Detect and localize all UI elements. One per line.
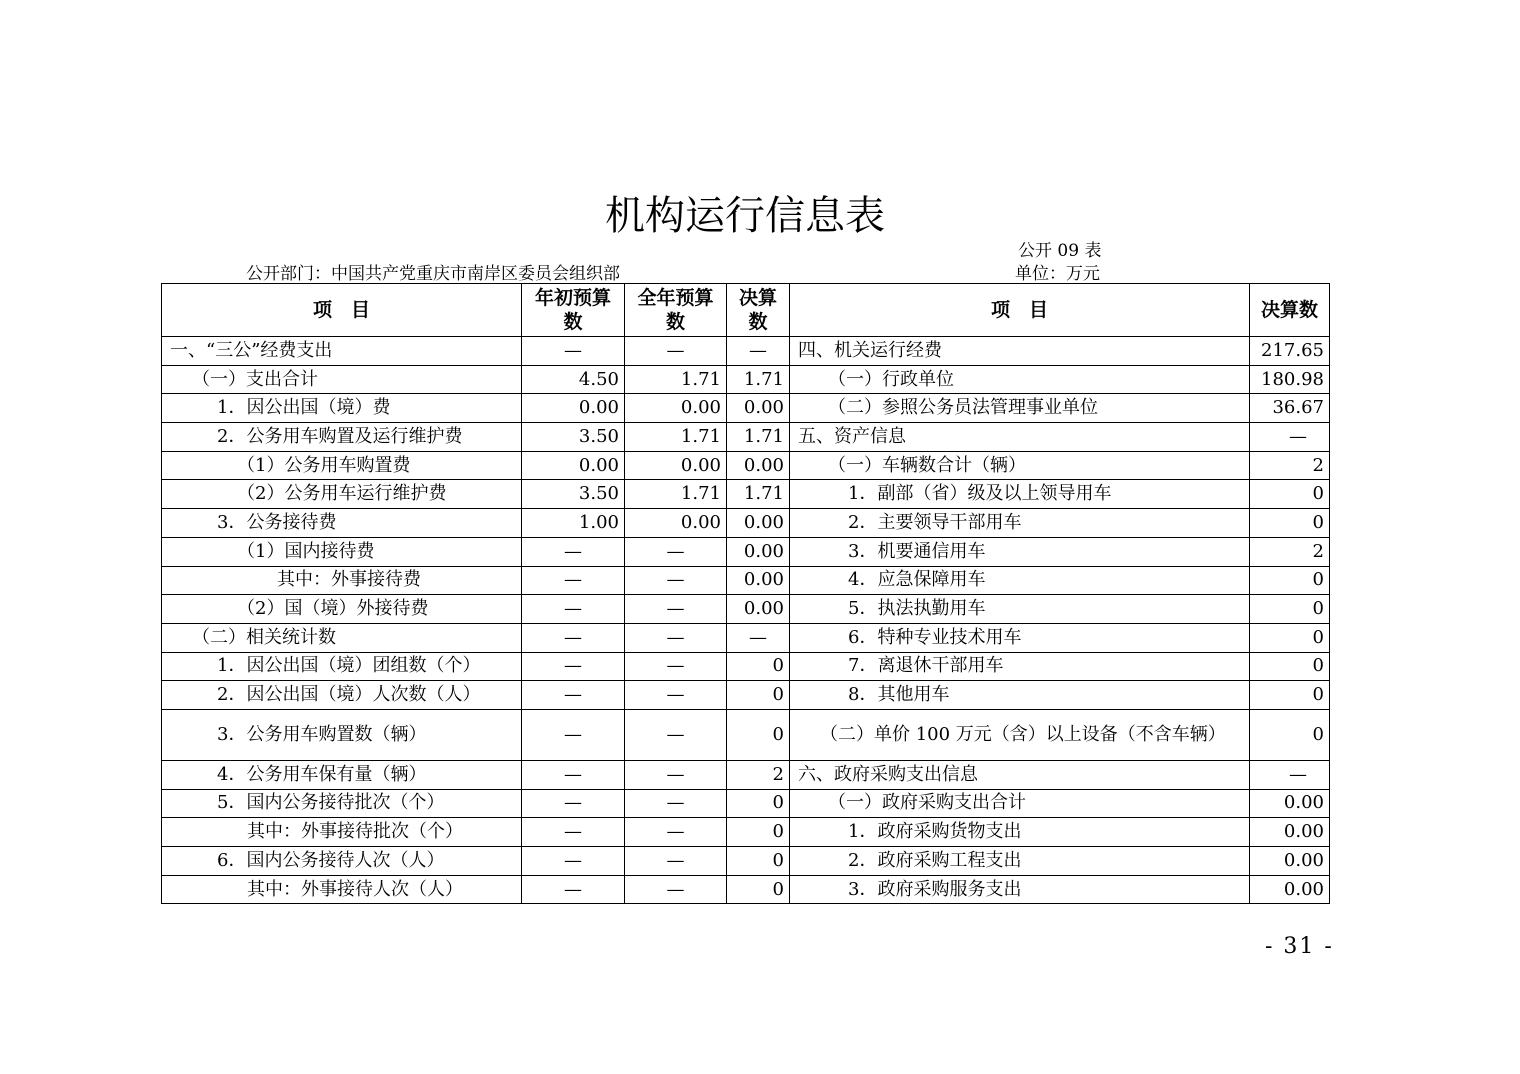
row-budget-initial: 1.00 <box>522 509 625 538</box>
row-budget-initial: — <box>522 875 625 904</box>
row-final-left: 0 <box>727 652 790 681</box>
row-final-left: 1.71 <box>727 365 790 394</box>
unit-label: 单位：万元 <box>1015 264 1100 284</box>
row-final-right: 0 <box>1250 566 1330 595</box>
row-budget-initial: — <box>522 595 625 624</box>
row-budget-initial: 3.50 <box>522 423 625 452</box>
row-final-right: 0 <box>1250 709 1330 760</box>
row-item-right: 1．政府采购货物支出 <box>790 818 1250 847</box>
table-row <box>162 847 1330 876</box>
row-final-left: 0 <box>727 709 790 760</box>
row-item-left: 2．公务用车购置及运行维护费 <box>162 423 522 452</box>
row-item-right: 8．其他用车 <box>790 681 1250 710</box>
row-final-right: 0 <box>1250 652 1330 681</box>
row-item-right: 2．主要领导干部用车 <box>790 509 1250 538</box>
row-item-right: 3．政府采购服务支出 <box>790 875 1250 904</box>
row-budget-initial: — <box>522 652 625 681</box>
row-budget-full: — <box>625 875 727 904</box>
row-final-right: 0.00 <box>1250 875 1330 904</box>
row-item-left: （2）公务用车运行维护费 <box>162 480 522 509</box>
row-final-left: 0 <box>727 818 790 847</box>
header-item-right: 项 目 <box>790 284 1250 337</box>
row-item-right: （一）行政单位 <box>790 365 1250 394</box>
row-budget-full: — <box>625 337 727 366</box>
table-header-row <box>162 284 1330 337</box>
row-budget-full: — <box>625 537 727 566</box>
table-row <box>162 365 1330 394</box>
row-final-right: 0 <box>1250 509 1330 538</box>
row-item-right: 五、资产信息 <box>790 423 1250 452</box>
row-final-left: — <box>727 623 790 652</box>
row-budget-initial: — <box>522 818 625 847</box>
header-final-left: 决算数 <box>727 284 790 337</box>
row-budget-initial: — <box>522 623 625 652</box>
row-item-left: 3．公务接待费 <box>162 509 522 538</box>
table-row <box>162 623 1330 652</box>
row-budget-initial: — <box>522 847 625 876</box>
row-final-left: 0 <box>727 875 790 904</box>
row-budget-full: 0.00 <box>625 451 727 480</box>
row-final-right: 2 <box>1250 537 1330 566</box>
row-budget-initial: — <box>522 789 625 818</box>
row-item-left: 3．公务用车购置数（辆） <box>162 709 522 760</box>
table-row <box>162 509 1330 538</box>
row-final-right: 2 <box>1250 451 1330 480</box>
row-item-left: 其中：外事接待费 <box>162 566 522 595</box>
row-final-left: 0.00 <box>727 451 790 480</box>
row-final-right: 0 <box>1250 595 1330 624</box>
row-final-right: 36.67 <box>1250 394 1330 423</box>
row-final-left: 0.00 <box>727 537 790 566</box>
row-budget-full: — <box>625 681 727 710</box>
page-number: - 31 - <box>1265 934 1334 959</box>
row-item-right: （二）参照公务员法管理事业单位 <box>790 394 1250 423</box>
row-final-right: 0 <box>1250 480 1330 509</box>
header-budget-initial: 年初预算数 <box>522 284 625 337</box>
row-item-left: 其中：外事接待人次（人） <box>162 875 522 904</box>
row-final-left: 2 <box>727 760 790 789</box>
row-item-right: （一）政府采购支出合计 <box>790 789 1250 818</box>
table-row <box>162 875 1330 904</box>
row-budget-initial: — <box>522 337 625 366</box>
row-budget-initial: 0.00 <box>522 451 625 480</box>
table-row <box>162 337 1330 366</box>
row-final-left: 0.00 <box>727 394 790 423</box>
table-row <box>162 480 1330 509</box>
row-item-left: （2）国（境）外接待费 <box>162 595 522 624</box>
row-final-right: 0.00 <box>1250 847 1330 876</box>
row-budget-full: — <box>625 623 727 652</box>
row-item-left: 其中：外事接待批次（个） <box>162 818 522 847</box>
row-final-left: 1.71 <box>727 480 790 509</box>
row-budget-initial: 3.50 <box>522 480 625 509</box>
row-item-left: （一）支出合计 <box>162 365 522 394</box>
row-budget-initial: 4.50 <box>522 365 625 394</box>
row-final-right: 0 <box>1250 623 1330 652</box>
row-item-left: 6．国内公务接待人次（人） <box>162 847 522 876</box>
row-item-left: （1）国内接待费 <box>162 537 522 566</box>
info-table <box>161 283 1330 904</box>
row-item-left: 4．公务用车保有量（辆） <box>162 760 522 789</box>
row-final-right: 0.00 <box>1250 789 1330 818</box>
row-item-right: 5．执法执勤用车 <box>790 595 1250 624</box>
row-item-right: （一）车辆数合计（辆） <box>790 451 1250 480</box>
row-budget-full: — <box>625 566 727 595</box>
row-final-left: 0.00 <box>727 509 790 538</box>
row-final-right: — <box>1250 760 1330 789</box>
row-final-left: 0 <box>727 847 790 876</box>
table-row <box>162 537 1330 566</box>
table-row <box>162 652 1330 681</box>
table-row <box>162 566 1330 595</box>
row-budget-full: — <box>625 760 727 789</box>
table-row <box>162 451 1330 480</box>
row-budget-full: — <box>625 818 727 847</box>
row-item-left: 2．因公出国（境）人次数（人） <box>162 681 522 710</box>
row-budget-full: — <box>625 789 727 818</box>
row-item-right: 1．副部（省）级及以上领导用车 <box>790 480 1250 509</box>
row-item-right: 四、机关运行经费 <box>790 337 1250 366</box>
row-item-right: 6．特种专业技术用车 <box>790 623 1250 652</box>
department-label: 公开部门：中国共产党重庆市南岸区委员会组织部 <box>246 264 620 284</box>
row-budget-full: 0.00 <box>625 394 727 423</box>
row-budget-initial: — <box>522 566 625 595</box>
row-budget-full: 1.71 <box>625 423 727 452</box>
table-row <box>162 423 1330 452</box>
row-item-left: 一、“三公”经费支出 <box>162 337 522 366</box>
row-final-left: 0 <box>727 789 790 818</box>
table-row <box>162 394 1330 423</box>
row-budget-full: — <box>625 652 727 681</box>
row-item-left: 1．因公出国（境）团组数（个） <box>162 652 522 681</box>
page-title: 机构运行信息表 <box>605 193 885 239</box>
table-row <box>162 760 1330 789</box>
row-final-right: 217.65 <box>1250 337 1330 366</box>
row-item-left: 5．国内公务接待批次（个） <box>162 789 522 818</box>
row-budget-initial: — <box>522 537 625 566</box>
header-item-left: 项 目 <box>162 284 522 337</box>
table-row <box>162 681 1330 710</box>
row-final-right: 180.98 <box>1250 365 1330 394</box>
row-final-left: — <box>727 337 790 366</box>
row-budget-full: 1.71 <box>625 480 727 509</box>
header-final-right: 决算数 <box>1250 284 1330 337</box>
row-item-right: 7．离退休干部用车 <box>790 652 1250 681</box>
table-row <box>162 595 1330 624</box>
row-item-right: 4．应急保障用车 <box>790 566 1250 595</box>
form-number: 公开 09 表 <box>1018 241 1102 261</box>
row-budget-full: 0.00 <box>625 509 727 538</box>
header-budget-full: 全年预算数 <box>625 284 727 337</box>
row-item-left: 1．因公出国（境）费 <box>162 394 522 423</box>
table-row <box>162 709 1330 760</box>
row-budget-initial: — <box>522 760 625 789</box>
row-budget-full: — <box>625 595 727 624</box>
row-item-right: （二）单价 100 万元（含）以上设备（不含车辆） <box>790 709 1250 760</box>
row-budget-initial: — <box>522 681 625 710</box>
row-item-left: （1）公务用车购置费 <box>162 451 522 480</box>
row-final-right: — <box>1250 423 1330 452</box>
row-budget-initial: — <box>522 709 625 760</box>
row-final-left: 0.00 <box>727 595 790 624</box>
row-final-right: 0 <box>1250 681 1330 710</box>
table-row <box>162 789 1330 818</box>
row-item-right: 3．机要通信用车 <box>790 537 1250 566</box>
row-final-right: 0.00 <box>1250 818 1330 847</box>
row-final-left: 0 <box>727 681 790 710</box>
row-item-left: （二）相关统计数 <box>162 623 522 652</box>
row-item-right: 2．政府采购工程支出 <box>790 847 1250 876</box>
table-row <box>162 818 1330 847</box>
row-final-left: 0.00 <box>727 566 790 595</box>
row-budget-full: — <box>625 847 727 876</box>
row-final-left: 1.71 <box>727 423 790 452</box>
row-budget-initial: 0.00 <box>522 394 625 423</box>
row-item-right: 六、政府采购支出信息 <box>790 760 1250 789</box>
row-budget-full: — <box>625 709 727 760</box>
row-budget-full: 1.71 <box>625 365 727 394</box>
